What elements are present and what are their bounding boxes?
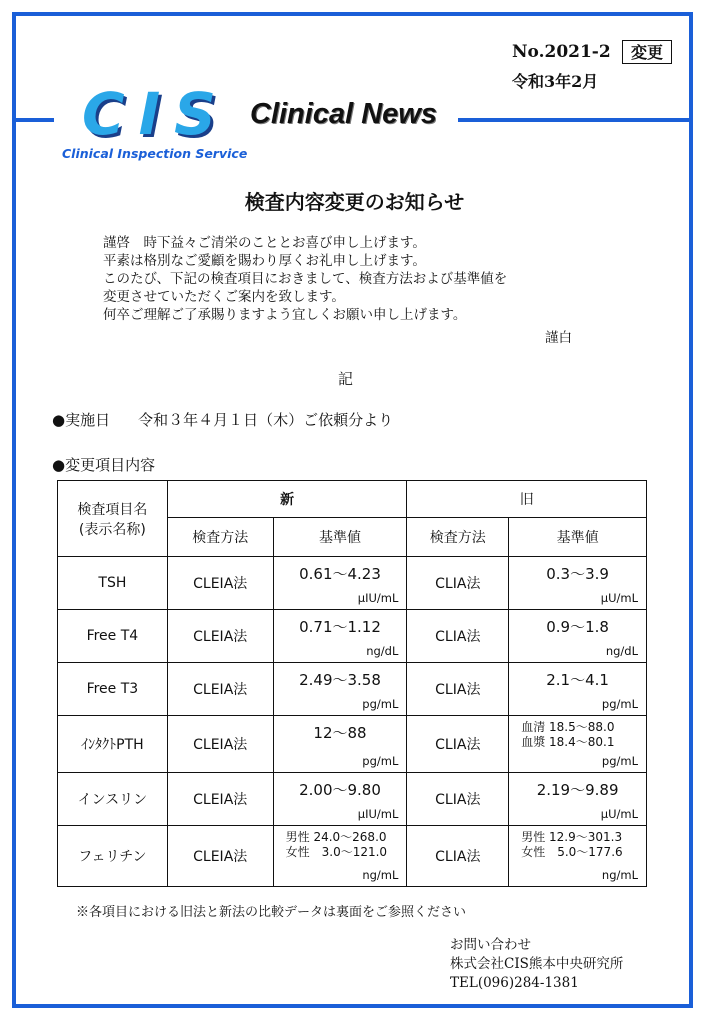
new-method: CLEIA法 [167, 773, 273, 826]
table-row [58, 773, 647, 826]
greeting-line: 平素は格別なご愛顧を賜わり厚くお礼申し上げます。 [103, 253, 426, 269]
page-title: 検査内容変更のお知らせ [244, 190, 465, 214]
new-unit: μIU/mL [357, 807, 399, 821]
new-unit: ng/mL [362, 868, 399, 882]
new-method: CLEIA法 [167, 663, 273, 716]
change-table [57, 480, 647, 887]
new-range-line: 女性 3.0～121.0 [285, 845, 388, 859]
old-header: 旧 [407, 481, 647, 518]
company-name: 株式会社CIS熊本中央研究所 [450, 956, 624, 972]
table-row [58, 716, 647, 773]
old-unit: ng/mL [601, 868, 638, 882]
phone-number: TEL(096)284-1381 [450, 975, 579, 991]
new-range: 0.61～4.23 [299, 565, 381, 583]
item-name: TSH [58, 557, 168, 610]
new-range: 12～88 [313, 724, 367, 742]
new-unit: ng/dL [366, 644, 399, 658]
new-unit: pg/mL [362, 697, 399, 711]
table-row [58, 826, 647, 887]
table-row [58, 663, 647, 716]
header-line-right [458, 118, 693, 122]
cis-logo: CIS [82, 80, 230, 148]
contact-block [450, 936, 623, 993]
old-ref-header: 基準値 [509, 518, 647, 557]
new-range-line: 男性 24.0～268.0 [285, 830, 387, 844]
old-method-header: 検査方法 [407, 518, 509, 557]
old-range: 0.3～3.9 [546, 565, 609, 583]
new-method: CLEIA法 [167, 557, 273, 610]
change-section-heading: ●変更項目内容 [52, 456, 156, 474]
logo-subtitle: Clinical Inspection Service [62, 146, 248, 161]
old-unit: ng/dL [605, 644, 638, 658]
item-name: フェリチン [58, 826, 168, 887]
new-header: 新 [167, 481, 407, 518]
doc-date: 令和3年2月 [512, 72, 599, 91]
item-name: インスリン [58, 773, 168, 826]
item-name: Free T3 [58, 663, 168, 716]
implementation-date [52, 409, 393, 430]
new-method: CLEIA法 [167, 716, 273, 773]
old-range-line: 男性 12.9～301.3 [521, 830, 623, 844]
old-range-line: 女性 5.0～177.6 [521, 845, 623, 859]
old-unit: μU/mL [600, 807, 638, 821]
table-header-row [58, 481, 647, 518]
implementation-value: 令和３年４月１日（木）ご依頼分より [138, 411, 394, 429]
old-range: 0.9～1.8 [546, 618, 609, 636]
old-method: CLIA法 [407, 557, 509, 610]
closing-word: 謹白 [545, 330, 572, 346]
change-badge: 変更 [622, 40, 672, 64]
contact-heading: お問い合わせ [450, 937, 531, 953]
item-name: Free T4 [58, 610, 168, 663]
old-method: CLIA法 [407, 716, 509, 773]
old-unit: μU/mL [600, 591, 638, 605]
old-method: CLIA法 [407, 826, 509, 887]
old-method: CLIA法 [407, 663, 509, 716]
implementation-label: ●実施日 [52, 411, 111, 429]
old-unit: pg/mL [601, 697, 638, 711]
new-unit: pg/mL [362, 754, 399, 768]
old-range-line: 血漿 18.4～80.1 [521, 735, 615, 749]
table-row [58, 610, 647, 663]
old-method: CLIA法 [407, 610, 509, 663]
greeting-line: 変更させていただくご案内を致します。 [103, 289, 345, 305]
news-title: Clinical News [250, 98, 437, 130]
old-range: 2.1～4.1 [546, 671, 609, 689]
footnote: ※各項目における旧法と新法の比較データは裏面をご参照ください [76, 905, 467, 920]
old-range: 2.19～9.89 [536, 781, 619, 799]
greeting-text [103, 234, 507, 324]
new-unit: μIU/mL [357, 591, 399, 605]
item-name: ｲﾝﾀｸﾄPTH [58, 716, 168, 773]
old-unit: pg/mL [601, 754, 638, 768]
new-range: 0.71～1.12 [299, 618, 381, 636]
new-method-header: 検査方法 [167, 518, 273, 557]
new-ref-header: 基準値 [273, 518, 407, 557]
ki-heading: 記 [338, 370, 354, 388]
old-range-line: 血清 18.5～88.0 [521, 720, 615, 734]
doc-number: No.2021-2 [512, 42, 611, 62]
header-line-left [12, 118, 54, 122]
new-range: 2.00～9.80 [299, 781, 381, 799]
table-row [58, 557, 647, 610]
item-name-header: 検査項目名 (表示名称) [58, 481, 168, 557]
new-method: CLEIA法 [167, 610, 273, 663]
new-range: 2.49～3.58 [299, 671, 381, 689]
new-method: CLEIA法 [167, 826, 273, 887]
greeting-line: このたび、下記の検査項目におきまして、検査方法および基準値を [103, 271, 508, 287]
greeting-line: 謹啓 時下益々ご清栄のこととお喜び申し上げます。 [103, 235, 426, 251]
old-method: CLIA法 [407, 773, 509, 826]
greeting-line: 何卒ご理解ご了承賜りますよう宜しくお願い申し上げます。 [103, 307, 467, 323]
